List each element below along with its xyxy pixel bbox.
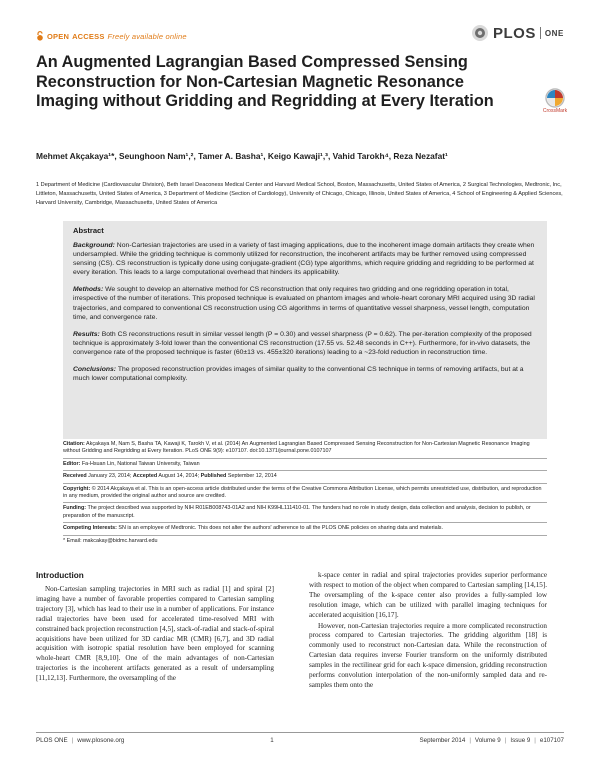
access-label: ACCESS [72, 31, 105, 41]
competing-label: Competing Interests: [63, 525, 117, 532]
open-label: OPEN [47, 31, 70, 41]
accepted-label: Accepted [132, 473, 158, 480]
background-label: Background: [73, 242, 115, 249]
copyright [63, 483, 547, 501]
logo-divider [540, 27, 541, 39]
freely-available-label: Freely available online [107, 31, 187, 41]
methods-text: We sought to develop an alternative method for CS reconstruction that only requires two gridding and one regridding operation in total, irrespective of the number of iterations. This proposed technique is evaluated on phantom images and whole-heart coronary MRI acquired using 3D radial trajectories, and compared to conventional CS reconstruction using CG algorithms in terms of quantitative vessel sharpness, vessel length, computation time, and convergence rate. [73, 286, 535, 321]
footer-left [36, 737, 124, 744]
footer-separator: | [534, 737, 536, 744]
intro-paragraph: k-space center in radial and spiral trajectories provides superior performance with respect to motion of the object when compared to Cartesian sampling [14,15]. The oversampling of the k-space center also provides a fully-sampled low resolution image, which can be utilized with parallel imaging techniques for accelerated acquisition [16,17]. [309, 571, 547, 619]
introduction-heading: Introduction [36, 571, 84, 580]
footer-separator: | [504, 737, 507, 744]
footer-article-id: e107107 [539, 737, 564, 744]
editor-label: Editor: [63, 460, 81, 467]
body-column-left [36, 585, 274, 684]
citation [63, 441, 547, 456]
abstract-results [73, 330, 537, 357]
abstract-heading: Abstract [73, 226, 104, 235]
affiliations: 1 Department of Medicine (Cardiovascular Division), Beth Israel Deaconess Medical Center and Harvard Medical School, Boston, Massachusetts, United States of America, 2 Surgical Technologies, Medtronic, Inc, Littleton, Massachusetts, United States of America, 3 Department of Medicine (Section of Cardiology), University of Chicago, Chicago, Illinois, United States of America, 4 School of Engineering & Applied Sciences, Harvard University, Cambridge, Massachusetts, United States of America [36, 182, 563, 206]
plos-wordmark: PLOS [493, 24, 536, 42]
page-footer [36, 732, 564, 744]
results-label: Results: [73, 330, 100, 338]
competing-interests [63, 522, 547, 532]
footer-volume: Volume 9 [474, 737, 501, 744]
abstract-conclusions [73, 365, 537, 383]
dates [63, 470, 547, 480]
funding [63, 502, 547, 520]
plos-one-logo[interactable] [471, 24, 564, 42]
open-access-badge [36, 31, 187, 41]
funding-label: Funding: [63, 505, 87, 512]
footer-separator: | [71, 737, 74, 744]
copyright-text: © 2014 Akçakaya et al. This is an open-access article distributed under the terms of the Creative Commons Attribution License, which permits unrestricted use, distribution, and reproduction in any medium, provided the original author and source are credited. [63, 485, 542, 500]
footer-issue: Issue 9 [510, 737, 531, 744]
methods-label: Methods: [73, 286, 104, 294]
abstract-box [63, 221, 547, 439]
background-text: Non-Cartesian trajectories are used in a variety of fast imaging applications, due to the incoherent image domain artifacts they create when undersampled. While the gridding technique is commonly utilized for reconstruction, the incoherent artifacts may be further removed using compressed sensing (CS). CS reconstruction is typically done using conjugate-gradient (CG) type algorithms, which require gridding and regridding to be performed at every iteration. This leads to a large computational overhead that hinders its applicability. [73, 242, 535, 277]
author-list: Mehmet Akçakaya¹*, Seunghoon Nam¹,², Tamer A. Basha¹, Keigo Kawaji¹,³, Vahid Tarokh⁴, Reza Nezafat¹ [36, 151, 448, 161]
conclusions-text: The proposed reconstruction provides images of similar quality to the conventional CS technique in terms of removing artifacts, but at a much lower computational complexity. [73, 366, 524, 383]
crossmark-icon [545, 88, 565, 108]
published-label: Published [200, 473, 227, 480]
received-label: Received [63, 473, 87, 480]
published-date: September 12, 2014 [226, 473, 277, 480]
funding-text: The project described was supported by NIH R01EB008743-01A2 and NIH K99HL111410-01. The funders had no role in study design, data collection and analysis, decision to publish, or preparation of the manuscript. [63, 505, 531, 519]
intro-paragraph: Non-Cartesian sampling trajectories in MRI such as radial [1] and spiral [2] imaging have a number of favorable properties compared to Cartesian sampling trajectory [3], which has lead to their use in a number of applications. For instance radial trajectories have been used for accelerated time-resolved MRI with constrained back projection reconstruction [4,5], stack-of-radial and stack-of-spiral acquisitions have been utilized for 3D cardiac MR (CMR) [6,7], and 3D radial acquisition with isotropic spatial resolution have been employed for scanning whole-heart CMR [8,9,10]. One of the main advantages of non-Cartesian trajectories is the incoherent artifacts generated as a result of undersampling [11,12,13]. Furthermore, the oversampling of the [36, 585, 274, 683]
editor [63, 458, 547, 468]
corresponding-email[interactable]: * Email: makcakay@bidmc.harvard.edu [63, 535, 547, 545]
conclusions-label: Conclusions: [73, 366, 117, 374]
editor-text: Fa-Hsuan Lin, National Taiwan University, Taiwan [80, 460, 200, 467]
crossmark-badge[interactable] [541, 88, 569, 114]
footer-date: September 2014 [419, 737, 466, 744]
plos-mark-icon [471, 24, 489, 42]
article-metadata [63, 441, 547, 545]
accepted-date: August 14, 2014; [157, 473, 201, 480]
one-wordmark: ONE [544, 28, 564, 38]
results-text: Both CS reconstructions result in similar vessel length (P = 0.30) and vessel sharpness (P = 0.62). The per-iteration complexity of the proposed technique is approximately 3-fold lower than the conventional CS reconstruction (17.55 vs. 52.48 seconds in C++). Furthermore, for in-vivo datasets, the convergence rate of the proposed technique is faster (60±13 vs. 455±320 iterations) leading to a ~23-fold reduction in reconstruction time. [73, 330, 532, 356]
copyright-label: Copyright: [63, 485, 91, 492]
body-column-right [309, 571, 547, 691]
footer-url[interactable]: www.plosone.org [77, 737, 125, 744]
abstract-methods [73, 285, 537, 321]
article-title: An Augmented Lagrangian Based Compressed Sensing Reconstruction for Non-Cartesian Magnetic Resonance Imaging without Gridding and Regridding at Every Iteration [36, 53, 494, 110]
abstract-background [73, 241, 537, 277]
journal-header [36, 24, 564, 50]
page-number: 1 [270, 737, 274, 744]
received-date: January 23, 2014; [86, 473, 133, 480]
open-lock-icon [36, 31, 44, 41]
competing-text: SN is an employee of Medtronic. This does not alter the authors' adherence to all the PLOS ONE policies on sharing data and materials. [116, 525, 443, 532]
citation-text: Akçakaya M, Nam S, Basha TA, Kawaji K, Tarokh V, et al. (2014) An Augmented Lagrangian Based Compressed Sensing Reconstruction for Non-Cartesian Magnetic Resonance Imaging without Gridding and Regridding at Every Iteration. PLoS ONE 9(9): e107107. doi:10.1371/journal.pone.0107107 [63, 441, 530, 455]
intro-paragraph: However, non-Cartesian trajectories require a more complicated reconstruction process compared to Cartesian trajectories. The gridding algorithm [18] is commonly used to reconstruct non-Cartesian data. While the reconstruction of Cartesian data requires inverse Fourier transform on the uniformly distributed samples in the rectilinear grid for each k-space dimension, gridding reconstruction performs convolution interpolation of the non-uniformly sampled data and re-samples them onto the [309, 621, 547, 689]
crossmark-label: CrossMark [542, 108, 568, 114]
footer-right [420, 737, 564, 744]
footer-separator: | [469, 737, 471, 744]
citation-label: Citation: [63, 441, 85, 447]
footer-journal: PLOS ONE [36, 737, 68, 744]
